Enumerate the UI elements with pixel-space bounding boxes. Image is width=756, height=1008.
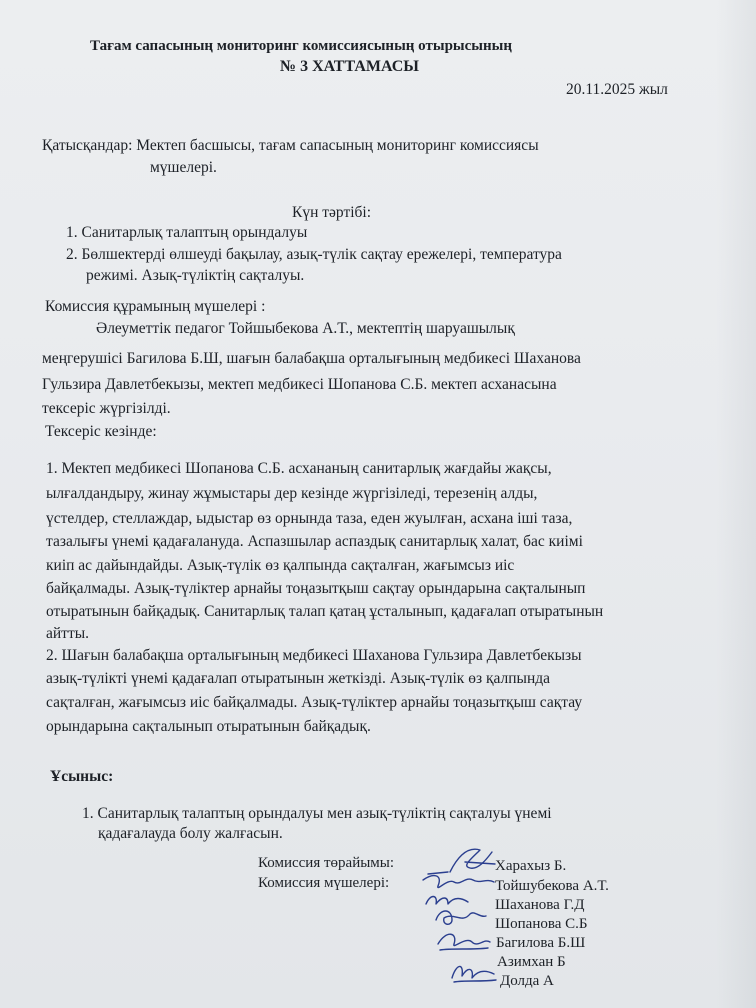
member-signature-icon xyxy=(446,956,500,986)
recommendation-line-2: қадағалауда болу жалғасын. xyxy=(98,825,283,842)
finding-2-line: сақталған, жағымсыз иіс байқалмады. Азық-түліктер арнайы тоңазытқыш сақтау xyxy=(46,694,583,711)
finding-2-line: азық-түлікті үнемі қадағалап отыратынын жеткізді. Азық-түлік өз қалпында xyxy=(46,670,550,687)
members-label: Комиссия мүшелері: xyxy=(258,875,390,891)
finding-1-line: тазалығы үнемі қадағалануда. Аспазшылар аспаздық санитарлық халат, бас киімі xyxy=(46,533,583,550)
signatory-name: Харахыз Б. xyxy=(495,858,567,874)
recommendation-heading: Ұсыныс: xyxy=(50,768,114,785)
participants-line-2: мүшелері. xyxy=(150,159,217,176)
signatory-name: Шопанова С.Б xyxy=(495,916,588,932)
finding-2-line: орындарына сақталынып отыратынын байқадық. xyxy=(46,718,371,735)
commission-line: Әлеуметтік педагог Тойшыбекова А.Т., мектептің шаруашылық xyxy=(96,320,515,337)
finding-2-line: 2. Шағын балабақша орталығының медбикесі Шаханова Гульзира Давлетбекызы xyxy=(46,647,582,664)
finding-1-line: ылғалдандыру, жинау жұмыстары дер кезінде жүргізіледі, терезенің алды, xyxy=(46,485,538,502)
member-signature-icon xyxy=(432,926,492,954)
signatory-name: Багилова Б.Ш xyxy=(496,935,586,951)
finding-1-line: киіп ас дайындайды. Азық-түлік өз қалпында сақталған, жағымсыз иіс xyxy=(46,557,515,574)
agenda-item-2-line-2: режимі. Азық-түліктің сақталуы. xyxy=(86,267,305,284)
finding-1-line: айтты. xyxy=(46,625,90,642)
signatory-name: Азимхан Б xyxy=(497,954,566,970)
title-line-1: Тағам сапасының мониторинг комиссиясының отырысының xyxy=(90,38,512,54)
chair-label: Комиссия төрайымы: xyxy=(258,855,395,871)
photo-shadow xyxy=(716,0,756,1008)
agenda-heading: Күн тәртібі: xyxy=(292,204,372,221)
participants-line-1: Қатысқандар: Мектеп басшысы, тағам сапасының мониторинг комиссиясы xyxy=(42,137,539,154)
inspection-heading: Тексеріс кезінде: xyxy=(45,423,157,440)
recommendation-line-1: 1. Санитарлық талаптың орындалуы мен азық-түліктің сақталуы үнемі xyxy=(82,805,552,822)
protocol-number: № 3 ХАТТАМАСЫ xyxy=(280,58,420,75)
finding-1-line: отыратынын байқадық. Санитарлық талап қатаң ұсталынып, қадағалап отыратынын xyxy=(46,603,604,620)
commission-line: меңгерушісі Багилова Б.Ш, шағын балабақша орталығының медбикесі Шаханова xyxy=(42,350,581,367)
signatory-name: Тойшубекова А.Т. xyxy=(495,878,609,894)
agenda-item-1: 1. Санитарлық талаптың орындалуы xyxy=(66,224,308,241)
signatory-name: Шаханова Г.Д xyxy=(495,897,585,913)
commission-heading: Комиссия құрамының мүшелері : xyxy=(45,298,266,315)
commission-line: тексеріс жүргізілді. xyxy=(42,400,171,417)
signatory-name: Долда А xyxy=(500,973,554,989)
finding-1-line: үстелдер, стеллаждар, ыдыстар өз орнында таза, еден жуылған, асхана іші таза, xyxy=(46,510,573,527)
agenda-item-2-line-1: 2. Бөлшектерді өлшеуді бақылау, азық-түлік сақтау ережелері, температура xyxy=(66,246,562,263)
finding-1-line: байқалмады. Азық-түліктер арнайы тоңазытқыш сақтау орындарына сақталынып xyxy=(46,580,586,597)
finding-1-line: 1. Мектеп медбикесі Шопанова С.Б. асхананың санитарлық жағдайы жақсы, xyxy=(46,460,552,477)
commission-line: Гульзира Давлетбекызы, мектеп медбикесі Шопанова С.Б. мектеп асханасына xyxy=(42,376,557,393)
date: 20.11.2025 жыл xyxy=(566,81,668,98)
